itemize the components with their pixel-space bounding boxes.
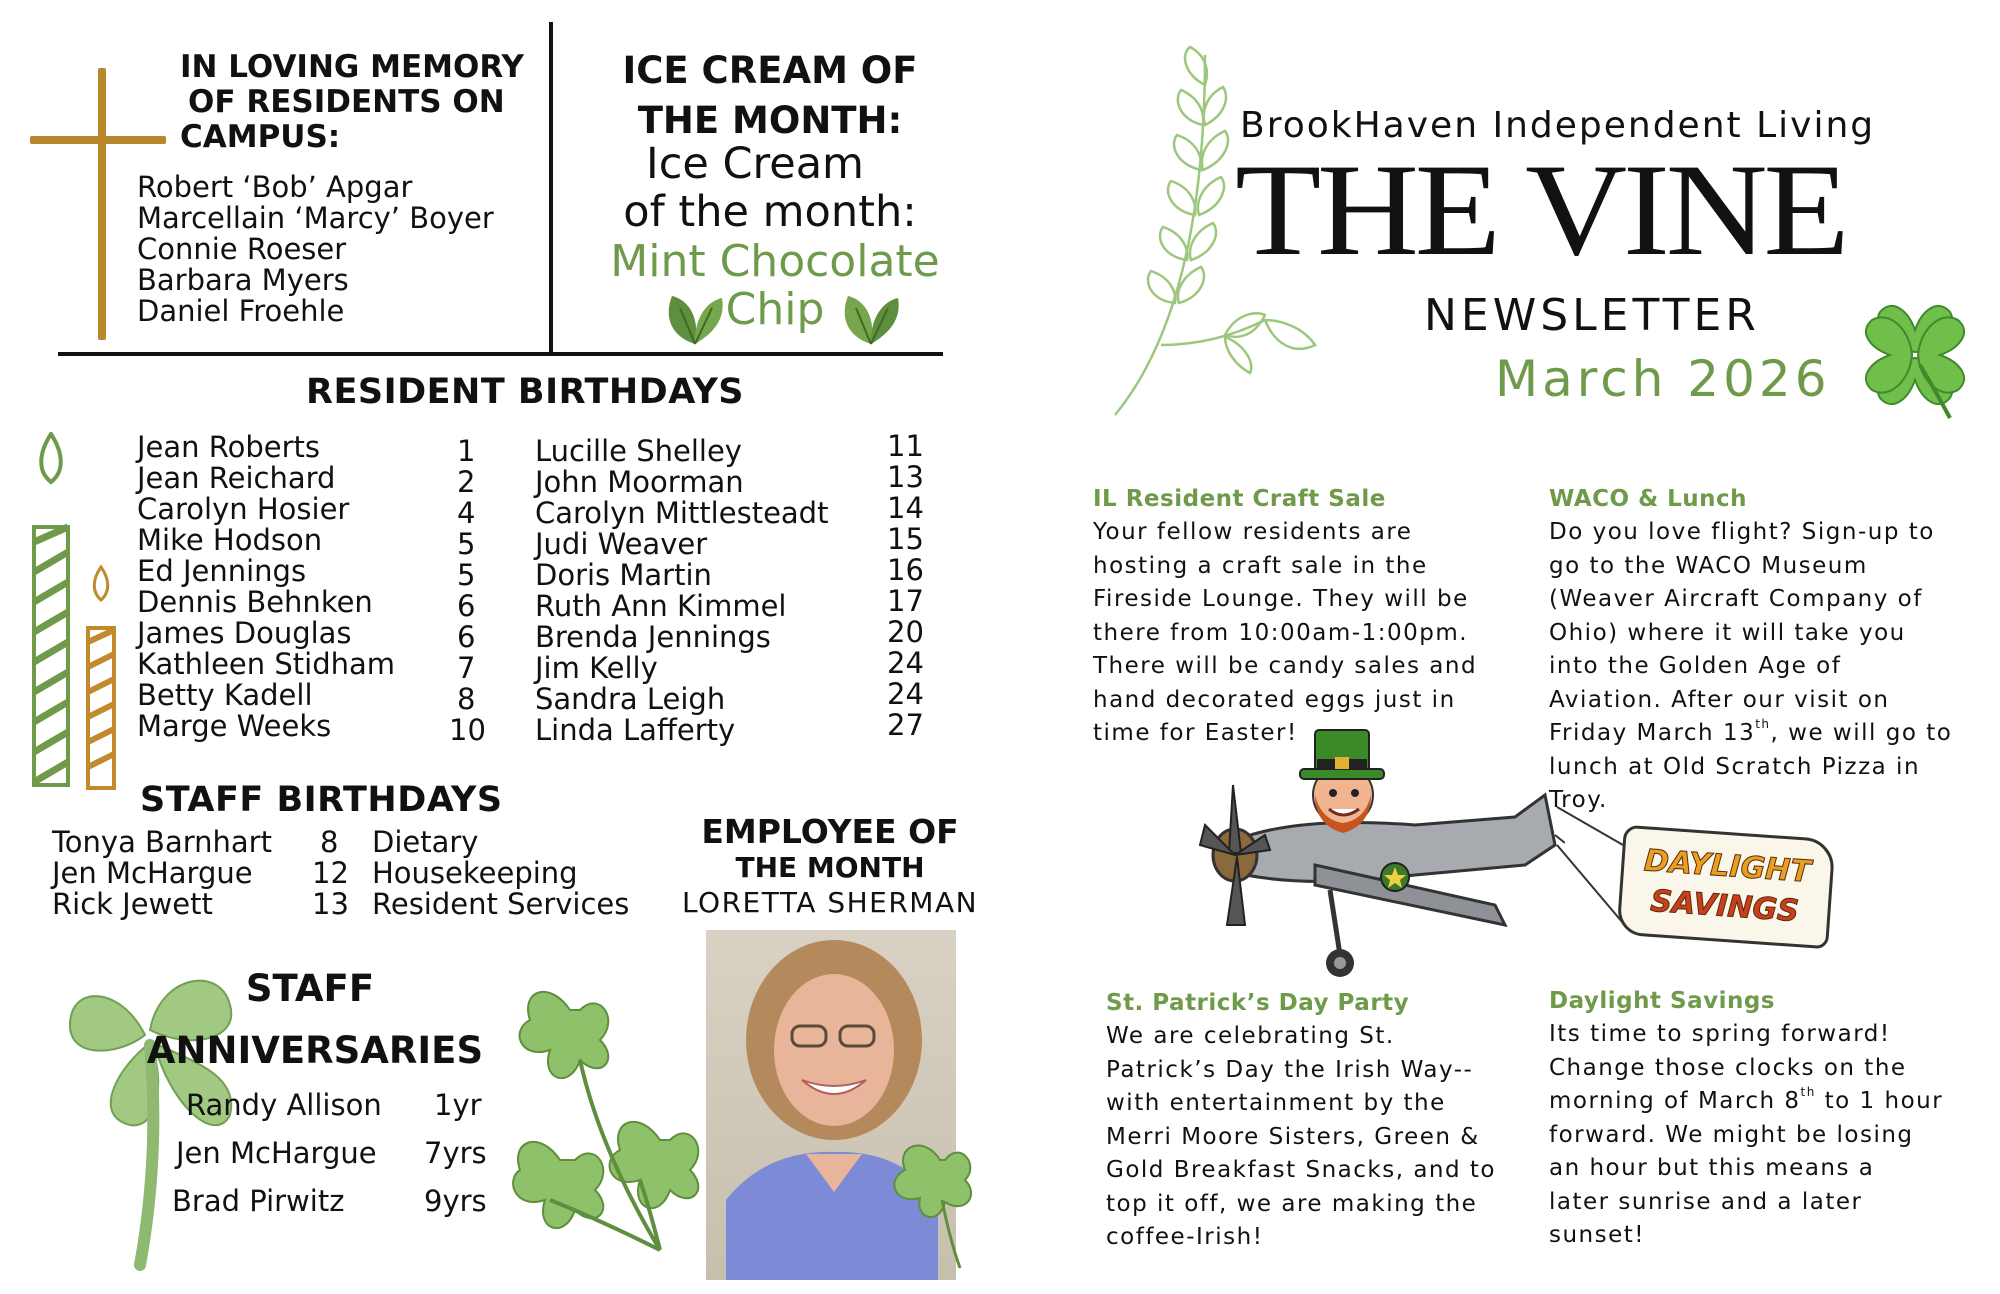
birthday-row bbox=[137, 616, 477, 654]
article-line: (Weaver Aircraft Company of bbox=[1549, 586, 1923, 612]
birthday-name: Sandra Leigh bbox=[535, 682, 726, 716]
memory-name: Marcellain ‘Marcy’ Boyer bbox=[137, 201, 494, 235]
birthday-day: 7 bbox=[457, 651, 476, 685]
birthday-name: James Douglas bbox=[137, 616, 352, 650]
resident-birthdays-title: RESIDENT BIRTHDAYS bbox=[306, 372, 744, 412]
birthday-name: Judi Weaver bbox=[535, 527, 708, 561]
daylight-body bbox=[1549, 1018, 1943, 1253]
article-line bbox=[1549, 1085, 1943, 1119]
birthday-day: 20 bbox=[887, 615, 924, 649]
article-line: Troy. bbox=[1549, 787, 1608, 813]
staff-birthdays-title: STAFF BIRTHDAYS bbox=[140, 780, 503, 820]
birthday-name: Kathleen Stidham bbox=[137, 647, 396, 681]
birthday-name: Marge Weeks bbox=[137, 709, 332, 743]
birthday-row bbox=[535, 429, 925, 468]
birthday-row bbox=[137, 647, 477, 685]
birthday-row bbox=[535, 553, 925, 592]
staff-name: Tonya Barnhart bbox=[52, 825, 272, 859]
article-line: forward. We might be losing bbox=[1549, 1121, 1914, 1148]
birthday-day: 24 bbox=[887, 646, 924, 680]
birthday-row bbox=[535, 584, 925, 623]
staff-dept: Dietary bbox=[372, 825, 479, 859]
birthday-name: Jean Roberts bbox=[137, 430, 321, 464]
article-line: coffee-Irish! bbox=[1106, 1224, 1264, 1250]
article-line: Aviation. After our visit on bbox=[1549, 686, 1890, 713]
birthday-row bbox=[535, 522, 925, 561]
birthday-day: 27 bbox=[887, 708, 924, 742]
memory-name: Connie Roeser bbox=[137, 232, 347, 266]
birthday-row bbox=[137, 709, 486, 747]
anniversary-row bbox=[170, 1090, 500, 1138]
staff-dept: Resident Services bbox=[372, 887, 630, 921]
banner-line1: DAYLIGHT bbox=[1642, 843, 1812, 890]
masthead-date: March 2026 bbox=[1495, 350, 1831, 408]
birthday-day: 15 bbox=[887, 522, 924, 556]
birthday-day: 8 bbox=[457, 682, 476, 716]
birthday-row bbox=[137, 585, 477, 623]
ice-cream-title bbox=[560, 46, 980, 146]
article-line: Merri Moore Sisters, Green & bbox=[1106, 1123, 1480, 1150]
mint-leaf-icon bbox=[836, 286, 906, 348]
memory-names-list bbox=[137, 172, 494, 327]
birthday-day: 10 bbox=[449, 713, 486, 747]
anniversaries-title-line2: ANNIVERSARIES bbox=[146, 1029, 484, 1072]
article-line: Change those clocks on the bbox=[1549, 1054, 1907, 1081]
birthday-row bbox=[137, 678, 477, 716]
birthday-row bbox=[535, 460, 925, 499]
mint-leaf-icon bbox=[660, 286, 730, 348]
staff-birthday-row bbox=[52, 889, 652, 920]
article-line: Gold Breakfast Snacks, and to bbox=[1106, 1157, 1497, 1183]
birthday-row bbox=[137, 523, 477, 561]
resident-birthdays-col1 bbox=[137, 430, 486, 747]
resident-birthdays-col2 bbox=[535, 429, 925, 747]
vertical-divider bbox=[549, 22, 553, 352]
employee-name: LORETTA SHERMAN bbox=[681, 886, 979, 919]
article-line: go to the WACO Museum bbox=[1549, 552, 1868, 579]
article-line: Its time to spring forward! bbox=[1549, 1021, 1891, 1047]
birthday-row bbox=[535, 491, 925, 530]
anniversary-years: 7yrs bbox=[424, 1136, 487, 1170]
birthday-name: Betty Kadell bbox=[137, 678, 313, 712]
article-line: Patrick’s Day the Irish Way-- bbox=[1106, 1056, 1474, 1083]
birthday-row bbox=[137, 492, 477, 530]
ordinal-suffix: th bbox=[1800, 1085, 1816, 1099]
craft-sale-title: IL Resident Craft Sale bbox=[1093, 486, 1386, 512]
birthday-name: Linda Lafferty bbox=[535, 713, 736, 747]
article-line: time for Easter! bbox=[1093, 720, 1298, 746]
masthead-subtitle: NEWSLETTER bbox=[1424, 290, 1760, 341]
birthday-day: 2 bbox=[457, 465, 476, 499]
birthday-row bbox=[137, 461, 477, 499]
daylight-savings-banner-line bbox=[1555, 805, 1625, 925]
article-text: morning of March 8 bbox=[1549, 1088, 1801, 1114]
article-text: to 1 hour bbox=[1815, 1088, 1944, 1114]
ice-cream-title-line: ICE CREAM OF bbox=[622, 49, 918, 92]
anniversary-name: Brad Pirwitz bbox=[172, 1184, 345, 1218]
employee-title bbox=[670, 812, 990, 884]
birthday-name: Ed Jennings bbox=[137, 554, 307, 588]
birthday-name: Carolyn Mittlesteadt bbox=[535, 496, 829, 530]
article-line: There will be candy sales and bbox=[1093, 653, 1478, 679]
ice-cream-subtitle-line: Ice Cream bbox=[646, 139, 864, 189]
birthday-day: 5 bbox=[457, 558, 476, 592]
memory-title-line: IN LOVING MEMORY bbox=[180, 49, 524, 85]
anniversary-name: Randy Allison bbox=[186, 1088, 382, 1122]
ice-cream-flavor-line: Mint Chocolate bbox=[610, 236, 940, 287]
birthday-name: Jim Kelly bbox=[535, 651, 658, 685]
article-line: hosting a craft sale in the bbox=[1093, 552, 1428, 579]
waco-body bbox=[1549, 516, 1952, 818]
birthday-row bbox=[535, 615, 925, 654]
birthday-name: Carolyn Hosier bbox=[137, 492, 350, 526]
memory-name: Robert ‘Bob’ Apgar bbox=[137, 170, 413, 204]
article-line: hand decorated eggs just in bbox=[1093, 686, 1456, 713]
birthday-day: 17 bbox=[887, 584, 924, 618]
article-line: later sunrise and a later bbox=[1549, 1188, 1863, 1215]
anniversary-row bbox=[170, 1138, 500, 1186]
anniversary-years: 1yr bbox=[434, 1088, 482, 1122]
staff-dept: Housekeeping bbox=[372, 856, 578, 890]
birthday-day: 6 bbox=[457, 589, 476, 623]
birthday-row bbox=[137, 430, 477, 468]
birthday-name: Lucille Shelley bbox=[535, 434, 742, 468]
birthday-name: Ruth Ann Kimmel bbox=[535, 589, 787, 623]
leprechaun-plane-illustration bbox=[1165, 725, 1565, 990]
anniversaries-title bbox=[146, 958, 500, 1082]
birthday-day: 24 bbox=[887, 677, 924, 711]
birthday-name: Mike Hodson bbox=[137, 523, 323, 557]
employee-title-line2: THE MONTH bbox=[735, 851, 925, 884]
birthday-row bbox=[535, 646, 925, 685]
banner-line2: SAVINGS bbox=[1649, 883, 1800, 930]
birthday-day: 11 bbox=[887, 429, 924, 463]
birthday-day: 1 bbox=[457, 434, 476, 468]
article-line: with entertainment by the bbox=[1106, 1090, 1446, 1116]
waco-title: WACO & Lunch bbox=[1549, 486, 1748, 512]
craft-sale-body bbox=[1093, 516, 1477, 751]
candles-icon bbox=[26, 432, 126, 792]
staff-name: Jen McHargue bbox=[52, 856, 253, 890]
staff-day: 8 bbox=[320, 825, 339, 859]
birthday-name: John Moorman bbox=[535, 465, 744, 499]
birthday-row bbox=[137, 554, 477, 592]
memory-title-line: CAMPUS: bbox=[180, 119, 341, 155]
birthday-day: 16 bbox=[887, 553, 924, 587]
article-line: Your fellow residents are bbox=[1093, 519, 1413, 545]
stpat-title: St. Patrick’s Day Party bbox=[1106, 990, 1410, 1016]
ice-cream-flavor-line: Chip bbox=[725, 284, 825, 335]
anniversary-years: 9yrs bbox=[424, 1184, 487, 1218]
ice-cream-subtitle-line: of the month: bbox=[623, 187, 917, 237]
staff-birthday-row bbox=[52, 858, 652, 889]
article-line: lunch at Old Scratch Pizza in bbox=[1549, 753, 1921, 780]
staff-name: Rick Jewett bbox=[52, 887, 213, 921]
article-line: there from 10:00am-1:00pm. bbox=[1093, 619, 1469, 646]
ice-cream-title-line: THE MONTH: bbox=[637, 99, 903, 142]
article-text: , we will go to bbox=[1770, 720, 1953, 746]
shamrock-icon bbox=[510, 950, 740, 1270]
article-line: Do you love flight? Sign-up to bbox=[1549, 519, 1935, 545]
birthday-day: 4 bbox=[457, 496, 476, 530]
anniversaries-table bbox=[170, 1090, 500, 1234]
daylight-savings-banner bbox=[1616, 825, 1835, 950]
birthday-day: 13 bbox=[887, 460, 924, 494]
staff-day: 13 bbox=[312, 887, 349, 921]
article-text: Friday March 13 bbox=[1549, 720, 1756, 746]
memory-title bbox=[180, 50, 524, 155]
ice-cream-subtitle bbox=[590, 140, 950, 236]
masthead-org: BrookHaven Independent Living bbox=[1240, 105, 1876, 146]
horizontal-divider bbox=[58, 352, 943, 356]
stpat-body bbox=[1106, 1020, 1496, 1255]
article-line: an hour but this means a bbox=[1549, 1155, 1875, 1181]
memory-name: Daniel Froehle bbox=[137, 294, 345, 328]
article-line: Fireside Lounge. They will be bbox=[1093, 586, 1469, 612]
article-line bbox=[1549, 717, 1952, 751]
anniversary-name: Jen McHargue bbox=[176, 1136, 377, 1170]
employee-title-line1: EMPLOYEE OF bbox=[701, 812, 959, 851]
masthead-title: THE VINE bbox=[1235, 136, 1846, 283]
anniversaries-title-line1: STAFF bbox=[245, 967, 375, 1010]
birthday-row bbox=[535, 677, 925, 716]
memory-name: Barbara Myers bbox=[137, 263, 349, 297]
birthday-day: 6 bbox=[457, 620, 476, 654]
birthday-name: Jean Reichard bbox=[137, 461, 336, 495]
article-line: sunset! bbox=[1549, 1222, 1646, 1248]
staff-day: 12 bbox=[312, 856, 349, 890]
birthday-day: 5 bbox=[457, 527, 476, 561]
article-line: top it off, we are making the bbox=[1106, 1190, 1478, 1217]
staff-birthdays-table bbox=[52, 827, 652, 920]
ordinal-suffix: th bbox=[1755, 717, 1771, 731]
birthday-name: Doris Martin bbox=[535, 558, 712, 592]
anniversary-row bbox=[170, 1186, 500, 1234]
memory-title-line: OF RESIDENTS ON bbox=[188, 84, 505, 120]
article-line: into the Golden Age of bbox=[1549, 653, 1842, 679]
birthday-day: 14 bbox=[887, 491, 924, 525]
shamrock-icon bbox=[880, 1120, 1000, 1270]
daylight-title: Daylight Savings bbox=[1549, 988, 1775, 1014]
birthday-row bbox=[535, 708, 925, 747]
ice-cream-flavor bbox=[570, 238, 980, 334]
staff-birthday-row bbox=[52, 827, 652, 858]
article-line: Ohio) where it will take you bbox=[1549, 619, 1906, 646]
four-leaf-clover-icon bbox=[1850, 290, 1980, 420]
birthday-name: Dennis Behnken bbox=[137, 585, 373, 619]
article-line: We are celebrating St. bbox=[1106, 1023, 1395, 1049]
birthday-name: Brenda Jennings bbox=[535, 620, 771, 654]
